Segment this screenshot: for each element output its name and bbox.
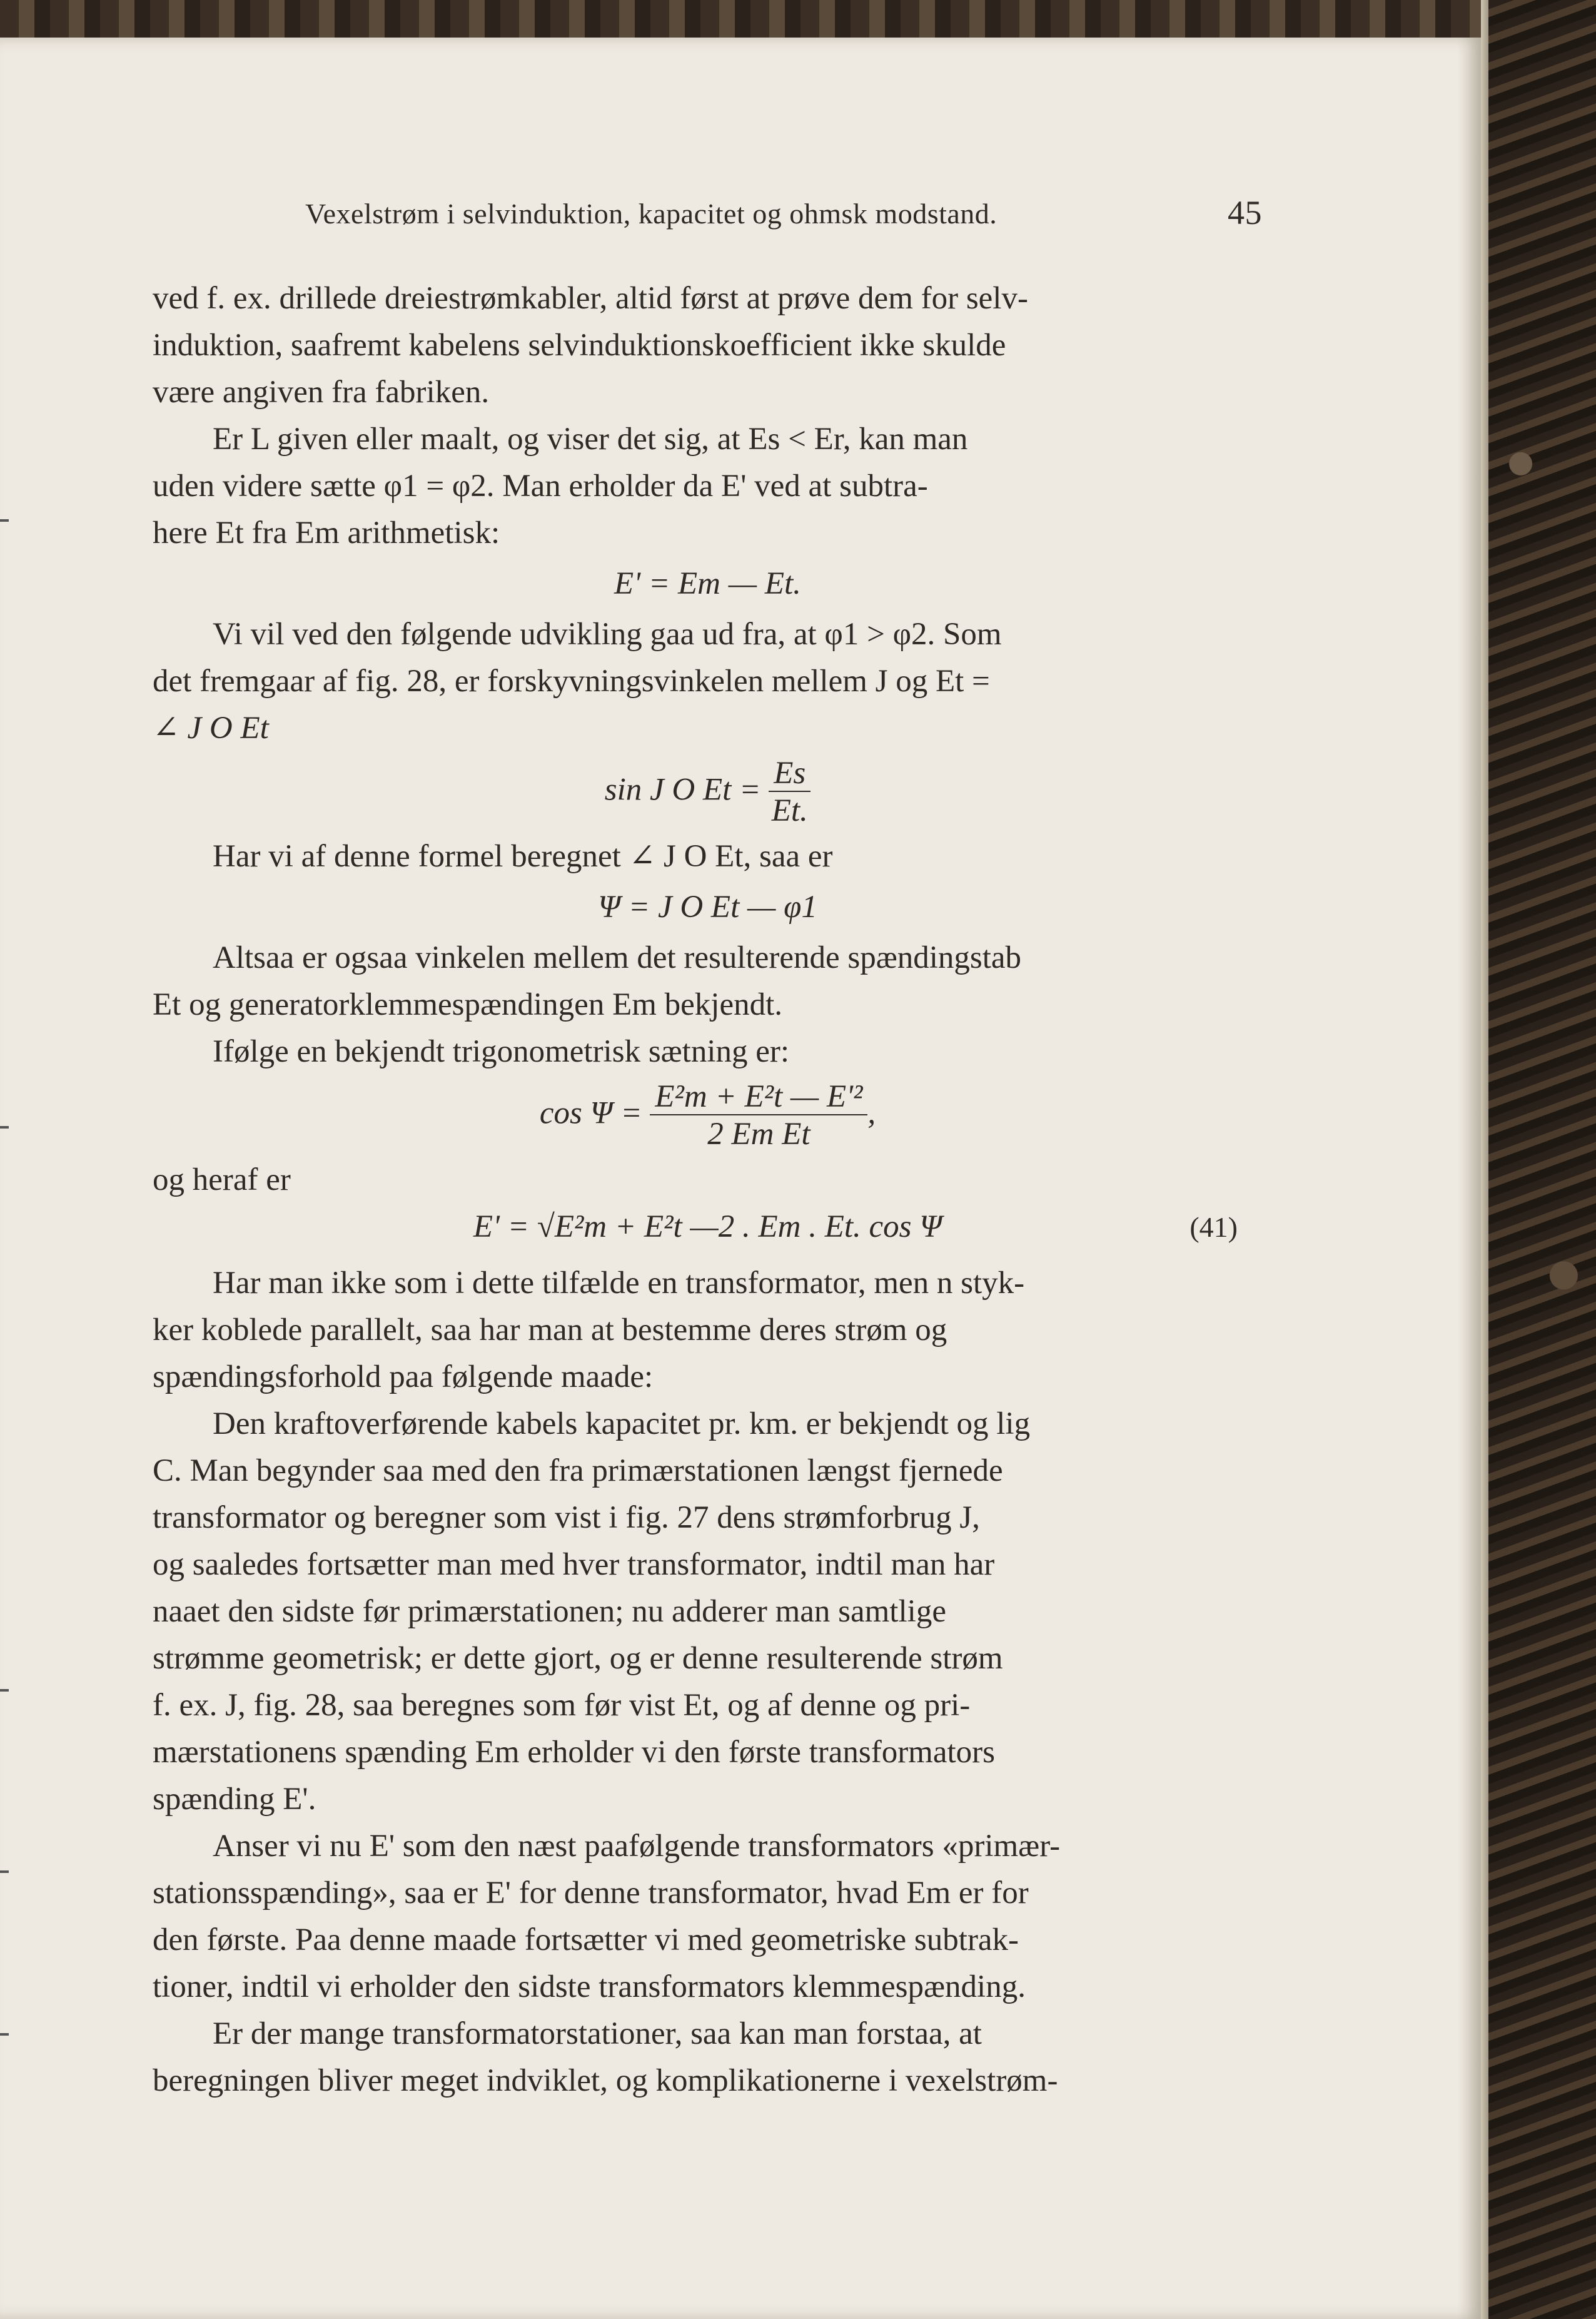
text-line: Vi vil ved den følgende udvikling gaa ud fra, at φ1 > φ2. Som	[213, 617, 1002, 652]
text-line: Er der mange transformatorstationer, saa kan man forstaa, at	[213, 2016, 982, 2051]
text-line: Har man ikke som i dette tilfælde en transformator, men n styk-	[213, 1266, 1025, 1301]
text-line: og heraf er	[153, 1162, 291, 1197]
equation-2-denominator: Et.	[771, 793, 808, 828]
equation-4-fraction	[650, 1079, 867, 1153]
text-line: stationsspænding», saa er E' for denne transformator, hvad Em er for	[153, 1875, 1029, 1911]
text-line: Har vi af denne formel beregnet ∠ J O Et, saa er	[213, 839, 833, 874]
text-line: Ifølge en bekjendt trigonometrisk sætning er:	[213, 1034, 790, 1069]
text-line: ∠ J O Et	[153, 711, 269, 746]
text-line: spænding E'.	[153, 1782, 316, 1817]
equation-1: E' = Em — Et.	[614, 566, 801, 601]
margin-mark	[0, 2033, 9, 2036]
margin-mark	[0, 1870, 9, 1873]
text-line: ker koblede parallelt, saa har man at bestemme deres strøm og	[153, 1312, 947, 1347]
equation-2	[153, 756, 1263, 830]
text-line: naaet den sidste før primærstationen; nu adderer man samtlige	[153, 1594, 946, 1629]
margin-mark	[0, 1126, 9, 1129]
page-number: 45	[1228, 194, 1262, 231]
equation-2-numerator: Es	[769, 756, 811, 792]
text-line: Er L given eller maalt, og viser det sig, at Es < Er, kan man	[213, 422, 968, 457]
text-line: og saaledes fortsætter man med hver transformator, indtil man har	[153, 1547, 995, 1582]
text-line: beregningen bliver meget indviklet, og komplikationerne i vexelstrøm-	[153, 2063, 1058, 2098]
text-line: strømme geometrisk; er dette gjort, og er denne resulterende strøm	[153, 1641, 1003, 1676]
text-line: Altsaa er ogsaa vinkelen mellem det resulterende spændingstab	[213, 940, 1022, 975]
text-line: Et og generatorklemmespændingen Em bekjendt.	[153, 987, 783, 1022]
page-body	[153, 275, 1263, 2104]
text-line: transformator og beregner som vist i fig. 27 dens strømforbrug J,	[153, 1500, 980, 1535]
text-line: induktion, saafremt kabelens selvinduktionskoefficient ikke skulde	[153, 328, 1006, 363]
text-line: den første. Paa denne maade fortsætter vi med geometriske subtrak-	[153, 1922, 1019, 1957]
text-line: være angiven fra fabriken.	[153, 375, 490, 410]
equation-2-left: sin J O Et =	[604, 772, 761, 808]
equation-4-trailing-comma: ,	[867, 1095, 876, 1131]
equation-2-fraction	[769, 756, 811, 830]
text-line: uden videre sætte φ1 = φ2. Man erholder da E' ved at subtra-	[153, 469, 928, 504]
text-line: det fremgaar af fig. 28, er forskyvningsvinkelen mellem J og Et =	[153, 664, 990, 699]
equation-4-denominator: 2 Em Et	[707, 1117, 811, 1152]
text-line: Anser vi nu E' som den næst paafølgende transformators «primær-	[213, 1829, 1061, 1864]
text-line: C. Man begynder saa med den fra primærstationen længst fjernede	[153, 1453, 1003, 1488]
text-line: Den kraftoverførende kabels kapacitet pr. km. er bekjendt og lig	[213, 1406, 1031, 1441]
text-line: here Et fra Em arithmetisk:	[153, 515, 500, 551]
equation-4-left: cos Ψ =	[539, 1095, 642, 1131]
text-line: f. ex. J, fig. 28, saa beregnes som før vist Et, og af denne og pri-	[153, 1688, 971, 1723]
text-line: spændingsforhold paa følgende maade:	[153, 1359, 654, 1394]
equation-3: Ψ = J O Et — φ1	[598, 890, 817, 925]
running-title: Vexelstrøm i selvinduktion, kapacitet og ohmsk modstand.	[305, 198, 998, 230]
equation-5: E' = √E²m + E²t —2 . Em . Et. cos Ψ	[473, 1209, 942, 1244]
equation-4	[153, 1079, 1263, 1153]
equation-5-row	[153, 1204, 1263, 1260]
equation-4-numerator: E²m + E²t — E'²	[650, 1079, 867, 1115]
text-line: tioner, indtil vi erholder den sidste transformators klemmespænding.	[153, 1969, 1026, 2004]
margin-mark	[0, 1689, 9, 1692]
marbled-cover-board	[1488, 0, 1596, 2319]
equation-number: (41)	[1189, 1211, 1238, 1243]
text-line: mærstationens spænding Em erholder vi den første transformators	[153, 1735, 995, 1770]
text-line: ved f. ex. drillede dreiestrømkabler, altid først at prøve dem for selv-	[153, 281, 1028, 316]
margin-mark	[0, 519, 9, 522]
